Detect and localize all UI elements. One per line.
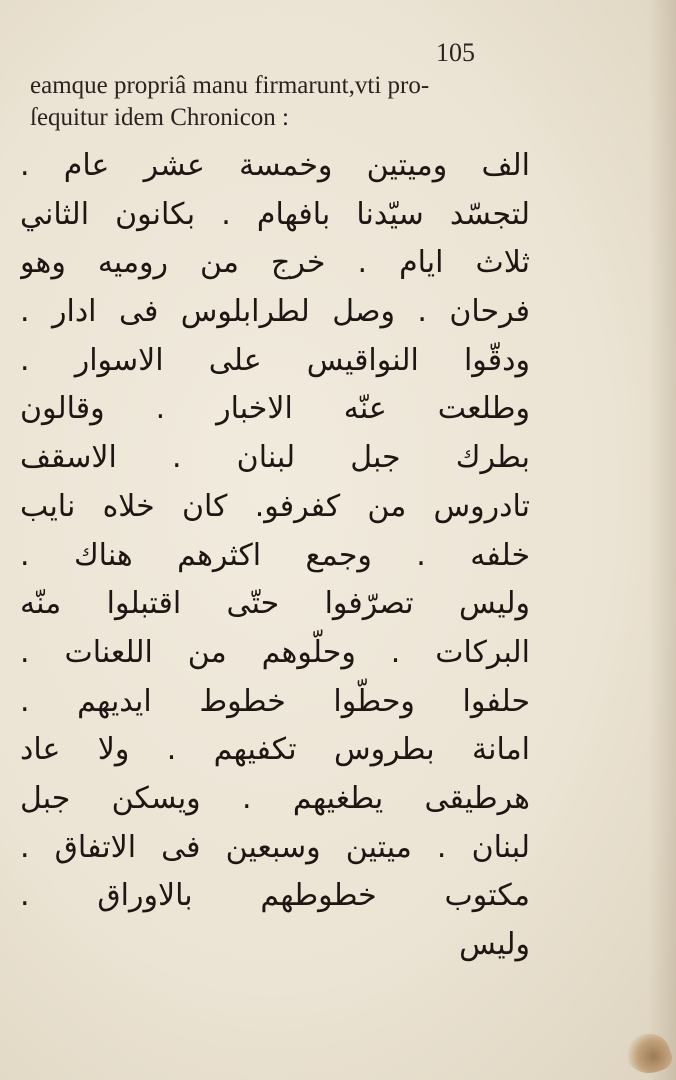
arabic-line: بطرك جبل لبنان . الاسقف	[20, 440, 530, 476]
arabic-line: هرطيقى يطغيهم . ويسكن جبل	[20, 780, 530, 816]
arabic-line: امانة بطروس تكفيهم . ولا عاد	[20, 732, 530, 768]
catchword: وليس	[459, 927, 530, 962]
page-edge-shadow	[648, 0, 676, 1080]
arabic-line: حلفوا وحطّوا خطوط ايديهم .	[20, 683, 530, 719]
arabic-line: لبنان . ميتين وسبعين فى الاتفاق .	[20, 829, 530, 865]
latin-line-2: ſequitur idem Chronicon :	[30, 104, 289, 131]
arabic-line: خلفه . وجمع اكثرهم هناك .	[20, 537, 530, 573]
arabic-line: ثلاث ايام . خرج من روميه وهو	[20, 245, 530, 281]
arabic-line: مكتوب خطوطهم بالاوراق .	[20, 878, 530, 914]
arabic-line: ودقّوا النواقيس على الاسوار .	[20, 342, 530, 378]
arabic-line: البركات . وحلّوهم من اللعنات .	[20, 634, 530, 670]
arabic-line: تادروس من كفرفو. كان خلاه نايب	[20, 488, 530, 524]
arabic-text-block	[20, 142, 530, 970]
arabic-line: وطلعت عنّه الاخبار . وقالون	[20, 391, 530, 427]
page-number: 105	[436, 38, 475, 67]
arabic-line: فرحان . وصل لطرابلوس فى ادار .	[20, 294, 530, 330]
arabic-line: لتجسّد سيّدنا بافهام . بكانون الثاني	[20, 196, 530, 232]
latin-line-1: eamque propriâ manu firmarunt,vti pro-	[30, 72, 430, 99]
arabic-line: وليس تصرّفوا حتّى اقتبلوا منّه	[20, 586, 530, 622]
arabic-line: الف وميتين وخمسة عشر عام .	[20, 148, 530, 183]
